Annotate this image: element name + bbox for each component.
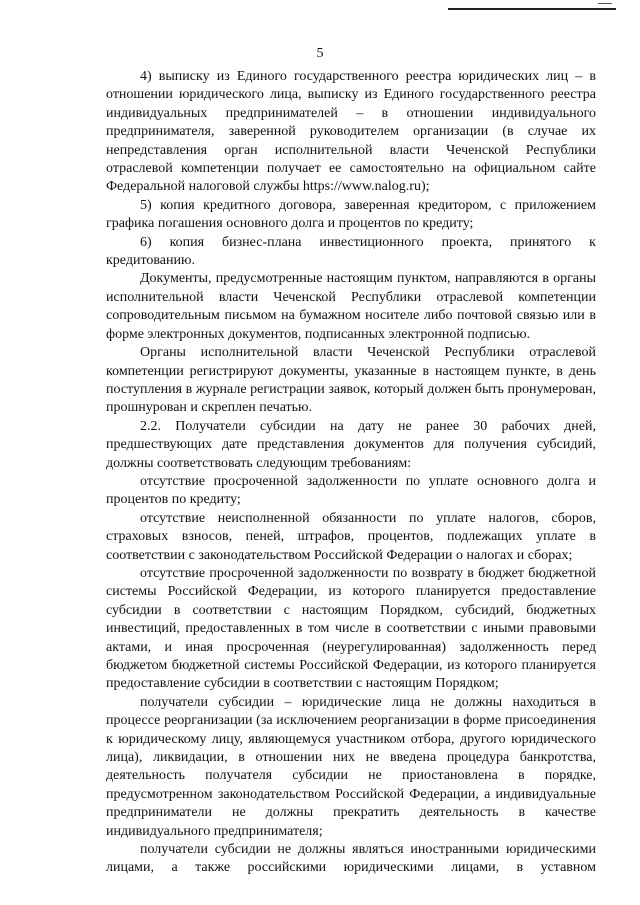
header-rule xyxy=(448,8,616,10)
paragraph-documents-submission: Документы, предусмотренные настоящим пунктом, направляются в органы исполнительной власти Чеченской Республики отраслевой компетенции сопроводительным письмом на бумажном носителе либо почтовой связью или в форме электронных документов, подписанных электронной подписью. xyxy=(106,271,596,342)
paragraph-item-5-loan-agreement: 5) копия кредитного договора, заверенная кредитором, с приложением графика погашения основного долга и процентов по кредиту; xyxy=(106,197,596,232)
paragraph-requirement-no-tax-debt: отсутствие неисполненной обязанности по уплате налогов, сборов, страховых взносов, пеней, штрафов, процентов, подлежащих уплате в соответствии с законодательством Российской Федерации о налогах и сборах; xyxy=(106,510,596,563)
paragraph-requirement-no-reorganization: получатели субсидии – юридические лица не должны находиться в процессе реорганизации (за исключением реорганизации в форме присоединения к юридическому лицу, являющемуся участником отбора, другого юридического лица), ликвидации, в отношении них не введена процедура банкротства, деятельность получателя субсидии не приостановлена в порядке, предусмотренном законодательством Российской Федерации, а индивидуальные предприниматели не должны прекратить деятельность в качестве индивидуального предпринимателя; xyxy=(106,694,596,839)
paragraph-requirement-not-foreign: получатели субсидии не должны являться иностранными юридическими лицами, а также российскими юридическими лицами, в уставном xyxy=(106,842,596,876)
header-rule-mark xyxy=(598,3,612,4)
paragraph-item-4-extract: 4) выписку из Единого государственного реестра юридических лиц – в отношении юридического лица, выписку из Единого государственного реестра индивидуальных предпринимателей – в отношении индивидуального предпринимателя, заверенной руководителем организации (в случае их непредставления орган исполнительной власти Чеченской Республики отраслевой компетенции получает ее самостоятельно на официальном сайте Федеральной налоговой службы https://www.nalog.ru); xyxy=(106,69,596,195)
paragraph-section-2-2: 2.2. Получатели субсидии на дату не ранее 30 рабочих дней, предшествующих дате представления документов для получения субсидий, должны соответствовать следующим требованиям: xyxy=(106,418,596,471)
page-number: 5 xyxy=(316,46,324,61)
paragraph-item-6-business-plan: 6) копия бизнес-плана инвестиционного проекта, принятого к кредитованию. xyxy=(106,234,596,269)
paragraph-documents-registration: Органы исполнительной власти Чеченской Республики отраслевой компетенции регистрируют документы, указанные в настоящем пункте, в день поступления в журнале регистрации заявок, который должен быть пронумерован, прошнурован и скреплен печатью. xyxy=(106,345,596,416)
paragraph-requirement-no-budget-debt: отсутствие просроченной задолженности по возврату в бюджет бюджетной системы Российской Федерации, из которого планируется предоставление субсидии в соответствии с настоящим Порядком, субсидий, бюджетных инвестиций, предоставленных в том числе в соответствии с иными правовыми актами, и иная просроченная (неурегулированная) задолженность перед бюджетом бюджетной системы Российской Федерации, из которого планируется предоставление субсидии в соответствии с настоящим Порядком; xyxy=(106,565,596,692)
document-body xyxy=(106,68,596,878)
paragraph-requirement-no-loan-debt: отсутствие просроченной задолженности по уплате основного долга и процентов по кредиту; xyxy=(106,473,596,508)
